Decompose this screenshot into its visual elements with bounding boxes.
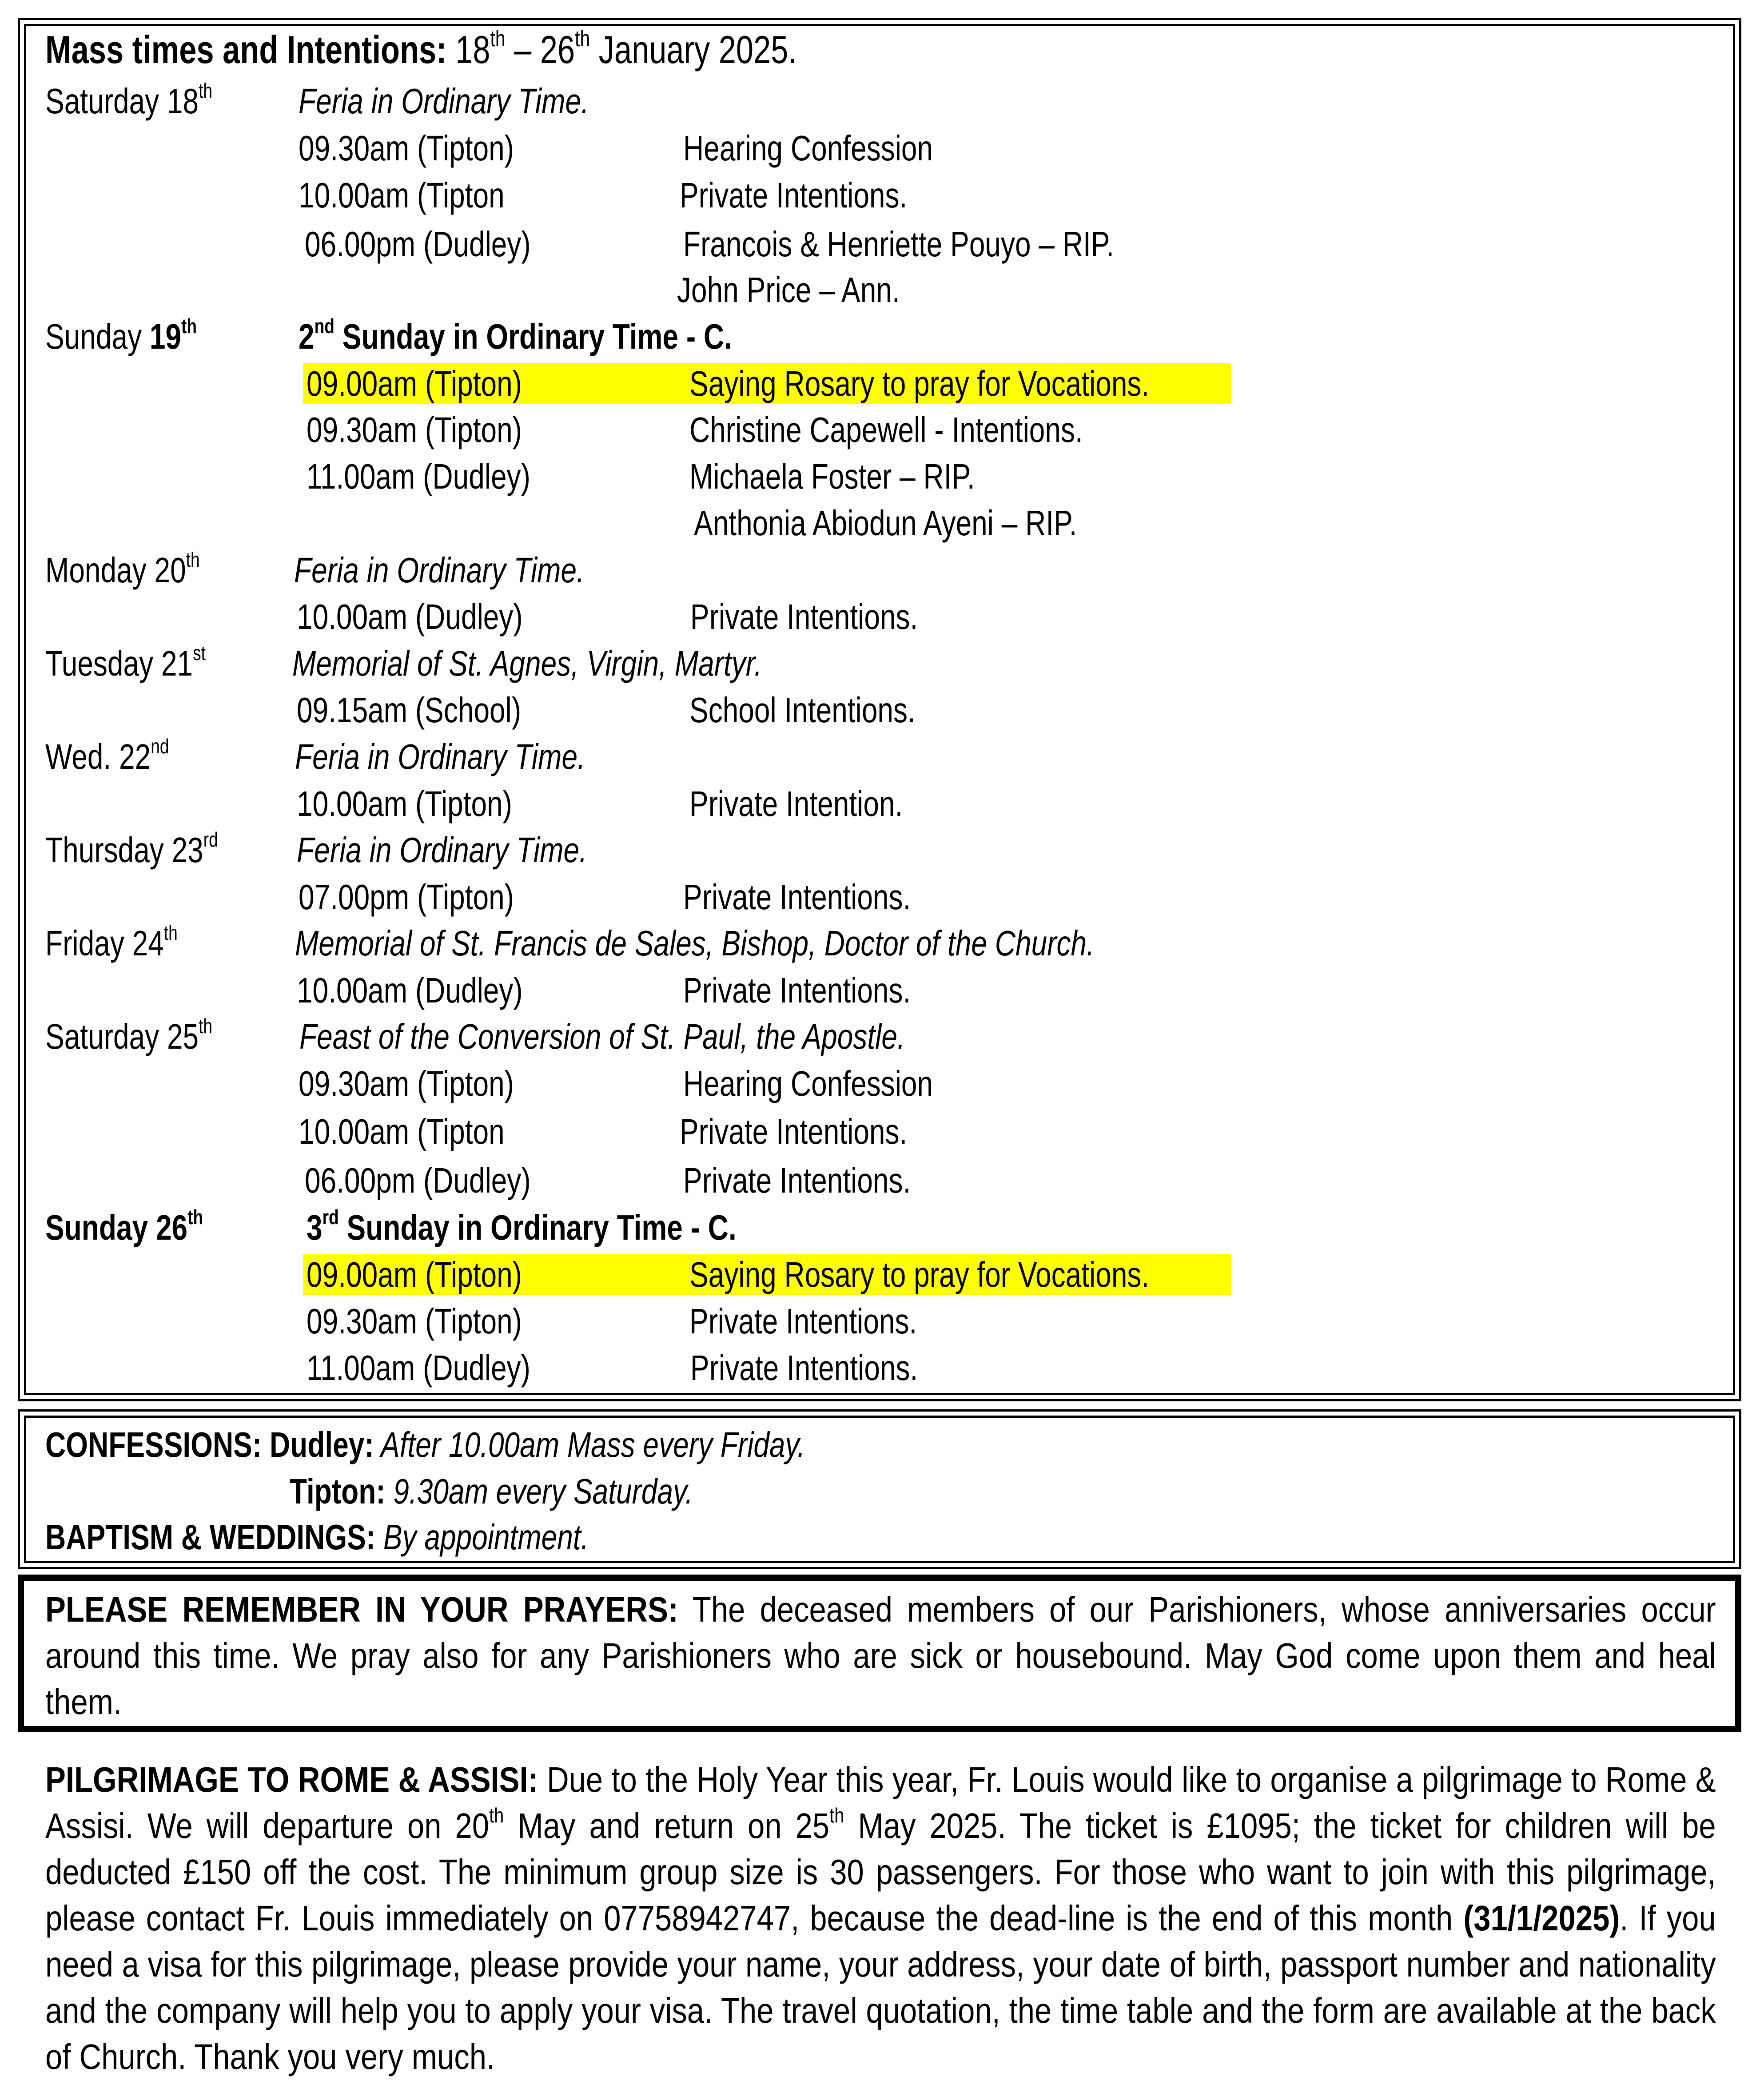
day-label: Thursday 23rd xyxy=(45,828,218,870)
feast-label: Feria in Ordinary Time. xyxy=(299,81,589,121)
day-label: Sunday 26th xyxy=(45,1205,203,1247)
mass-intention: School Intentions. xyxy=(689,690,916,730)
mass-time: 09.30am (Tipton) xyxy=(299,1064,514,1103)
confessions-tipton: Tipton: 9.30am every Saturday. xyxy=(290,1472,693,1511)
pilgrimage-paragraph: PILGRIMAGE TO ROME & ASSISI: Due to the Holy Year this year, Fr. Louis would like to organise a pilgrimage to Rome & Assisi. We will departure on 20th May and return on 25th May 2025. The ticket is £1095; the ticket for children will be deducted £150 off the cost. The minimum group size is 30 passengers. For those who want to join with this pilgrimage, please contact Fr. Louis immediately on 07758942747, because the dead-line is the end of this month (31/1/2025). If you need a visa for this pilgrimage, please provide your name, your address, your date of birth, passport number and nationality and the company will help you to apply your visa. The travel quotation, the time table and the form are available at the back of Church. Thank you very much. xyxy=(45,1760,1716,2076)
mass-time: 09.00am (Tipton) xyxy=(307,364,522,403)
feast-label: Feast of the Conversion of St. Paul, the Apostle. xyxy=(299,1017,905,1056)
mass-intention: Michaela Foster – RIP. xyxy=(689,457,975,496)
mass-time: 07.00pm (Tipton) xyxy=(299,877,514,917)
mass-title: Mass times and Intentions: 18th – 26th January 2025. xyxy=(45,25,797,72)
feast-label: 3rd Sunday in Ordinary Time - C. xyxy=(307,1205,737,1247)
day-label: Monday 20th xyxy=(45,548,200,590)
feast-label: Feria in Ordinary Time. xyxy=(297,830,587,870)
mass-time: 09.15am (School) xyxy=(297,690,522,730)
day-label: Tuesday 21st xyxy=(45,641,206,683)
mass-intention: Private Intentions. xyxy=(680,175,908,215)
mass-time: 09.30am (Tipton) xyxy=(307,1301,522,1341)
mass-intention: Christine Capewell - Intentions. xyxy=(689,410,1083,449)
day-label: Wed. 22nd xyxy=(45,735,169,776)
day-label: Sunday 19th xyxy=(45,314,197,356)
day-label: Saturday 25th xyxy=(45,1014,213,1056)
feast-label: Feria in Ordinary Time. xyxy=(295,737,585,776)
mass-intention: Private Intentions. xyxy=(690,1348,918,1388)
mass-intention: Private Intentions. xyxy=(683,1161,911,1200)
feast-label: 2nd Sunday in Ordinary Time - C. xyxy=(299,314,732,356)
mass-time: 06.00pm (Dudley) xyxy=(305,1161,531,1200)
mass-time: 10.00am (Dudley) xyxy=(297,597,523,636)
mass-intention: Private Intentions. xyxy=(683,877,911,917)
feast-label: Feria in Ordinary Time. xyxy=(294,550,585,590)
mass-intention: Anthonia Abiodun Ayeni – RIP. xyxy=(694,503,1077,543)
confessions-dudley: CONFESSIONS: Dudley: After 10.00am Mass every Friday. xyxy=(45,1425,805,1464)
mass-time: 09.30am (Tipton) xyxy=(307,410,522,449)
mass-time: 10.00am (Tipton) xyxy=(297,784,512,823)
mass-intention: Private Intentions. xyxy=(683,970,911,1010)
mass-time: 10.00am (Tipton xyxy=(299,1112,505,1151)
mass-time: 10.00am (Dudley) xyxy=(297,970,523,1010)
mass-time: 09.30am (Tipton) xyxy=(299,128,514,168)
mass-time: 11.00am (Dudley) xyxy=(307,457,530,496)
mass-time: 11.00am (Dudley) xyxy=(307,1348,530,1388)
day-label: Friday 24th xyxy=(45,921,178,963)
day-label: Saturday 18th xyxy=(45,79,213,121)
mass-intention: Francois & Henriette Pouyo – RIP. xyxy=(683,224,1114,264)
mass-intention: Hearing Confession xyxy=(683,1064,933,1103)
mass-intention: Hearing Confession xyxy=(683,128,933,168)
mass-intention: Private Intentions. xyxy=(680,1112,908,1151)
feast-label: Memorial of St. Agnes, Virgin, Martyr. xyxy=(292,644,762,683)
mass-time: 10.00am (Tipton xyxy=(299,175,505,215)
baptism-weddings: BAPTISM & WEDDINGS: By appointment. xyxy=(45,1517,589,1557)
mass-time: 06.00pm (Dudley) xyxy=(305,224,531,264)
mass-intention: Private Intentions. xyxy=(689,1301,917,1341)
feast-label: Memorial of St. Francis de Sales, Bishop, Doctor of the Church. xyxy=(295,923,1095,963)
mass-intention: Saying Rosary to pray for Vocations. xyxy=(689,364,1150,403)
mass-time: 09.00am (Tipton) xyxy=(307,1255,522,1294)
mass-intention: John Price – Ann. xyxy=(677,270,900,310)
prayers-paragraph: PLEASE REMEMBER IN YOUR PRAYERS: The deceased members of our Parishioners, whose anniversaries occur around this time. We pray also for any Parishioners who are sick or housebound. May God come upon them and heal them. xyxy=(45,1590,1716,1722)
mass-intention: Private Intentions. xyxy=(690,597,918,636)
mass-intention: Private Intention. xyxy=(689,784,903,823)
mass-intention: Saying Rosary to pray for Vocations. xyxy=(689,1255,1150,1294)
